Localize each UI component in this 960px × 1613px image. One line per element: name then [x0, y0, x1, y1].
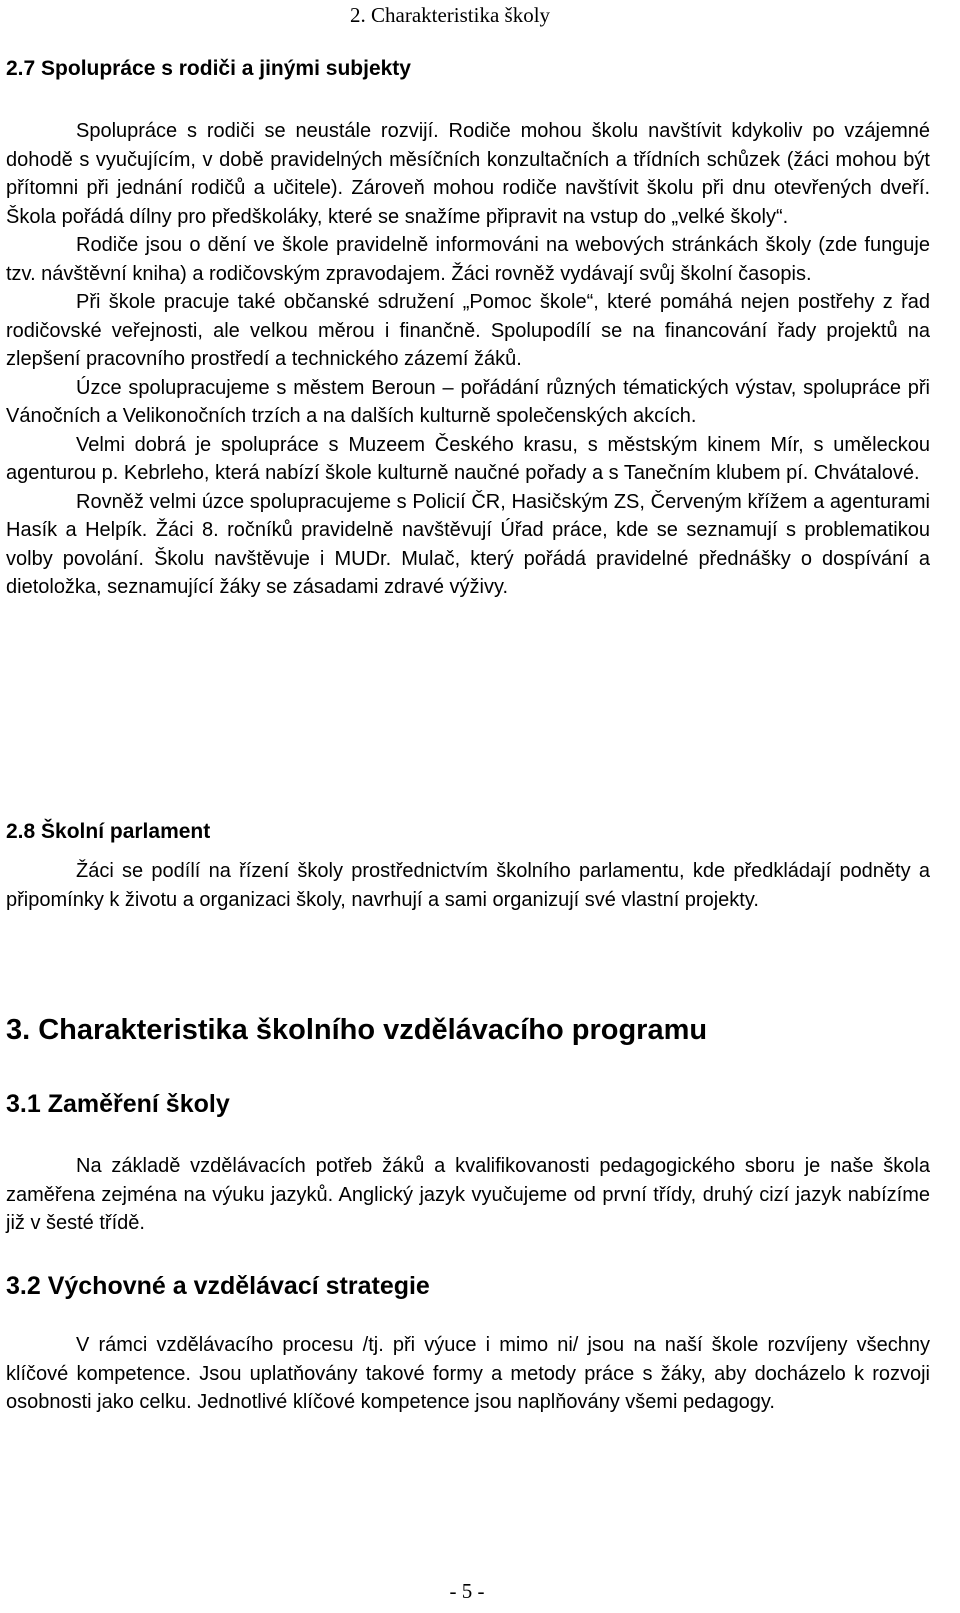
paragraph: Žáci se podílí na řízení školy prostřednictvím školního parlamentu, kde předkládají podněty a připomínky k životu a organizaci školy, navrhují a sami organizují své vlastní projekty.	[6, 860, 930, 911]
section-2-7-body	[6, 117, 930, 602]
running-header: 2. Charakteristika školy	[350, 3, 551, 27]
section-2-8-body	[6, 857, 930, 914]
page-number: - 5 -	[449, 1579, 485, 1603]
heading-2-7: 2.7 Spolupráce s rodiči a jinými subjekty	[6, 57, 411, 80]
paragraph: V rámci vzdělávacího procesu /tj. při výuce i mimo ni/ jsou na naší škole rozvíjeny všechny klíčové kompetence. Jsou uplatňovány takové formy a metody práce s žáky, aby docházelo k rozvoji osobnosti jako celku. Jednotlivé klíčové kompetence jsou naplňovány všemi pedagogy.	[6, 1334, 930, 1413]
heading-3-1: 3.1 Zaměření školy	[6, 1090, 230, 1118]
paragraph: Rodiče jsou o dění ve škole pravidelně informováni na webových stránkách školy (zde funguje tzv. návštěvní kniha) a rodičovským zpravodajem. Žáci rovněž vydávají svůj školní časopis.	[6, 234, 930, 285]
paragraph: Rovněž velmi úzce spolupracujeme s Policií ČR, Hasičským ZS, Červeným křížem a agenturami Hasík a Helpík. Žáci 8. ročníků pravidelně navštěvují Úřad práce, kde se seznamují s problematikou volby povolání. Školu navštěvuje i MUDr. Mulač, který pořádá pravidelné přednášky o dospívání a dietoložka, seznamující žáky se zásadami zdravé výživy.	[6, 490, 930, 598]
heading-3-2: 3.2 Výchovné a vzdělávací strategie	[6, 1272, 430, 1300]
paragraph: Na základě vzdělávacích potřeb žáků a kvalifikovanosti pedagogického sboru je naše škola zaměřena zejména na výuku jazyků. Anglický jazyk vyučujeme od první třídy, druhý cizí jazyk nabízíme již v šesté třídě.	[6, 1155, 930, 1234]
paragraph: Úzce spolupracujeme s městem Beroun – pořádání různých tématických výstav, spolupráce při Vánočních a Velikonočních trzích a na dalších kulturně společenských akcích.	[6, 376, 930, 427]
paragraph: Při škole pracuje také občanské sdružení „Pomoc škole“, které pomáhá nejen postřehy z řad rodičovské veřejnosti, ale velkou měrou i finančně. Spolupodílí se na financování řady projektů na zlepšení pracovního prostředí a technického zázemí žáků.	[6, 291, 930, 370]
section-3-1-body	[6, 1152, 930, 1238]
section-3-2-body	[6, 1331, 930, 1417]
heading-3: 3. Charakteristika školního vzdělávacího programu	[6, 1014, 708, 1046]
paragraph: Spolupráce s rodiči se neustále rozvijí. Rodiče mohou školu navštívit kdykoliv po vzájemné dohodě s vyučujícím, v době pravidelných měsíčních konzultačních a třídních schůzek (žáci mohou být přítomni při jednání rodičů a učitele). Zároveň mohou rodiče navštívit školu při dnu otevřených dveří. Škola pořádá dílny pro předškoláky, které se snažíme připravit na vstup do „velké školy“.	[6, 120, 930, 228]
paragraph: Velmi dobrá je spolupráce s Muzeem Českého krasu, s městským kinem Mír, s uměleckou agenturou p. Kebrleho, která nabízí škole kulturně naučné pořady a s Tanečním klubem pí. Chvátalové.	[6, 433, 930, 484]
heading-2-8: 2.8 Školní parlament	[6, 820, 211, 843]
